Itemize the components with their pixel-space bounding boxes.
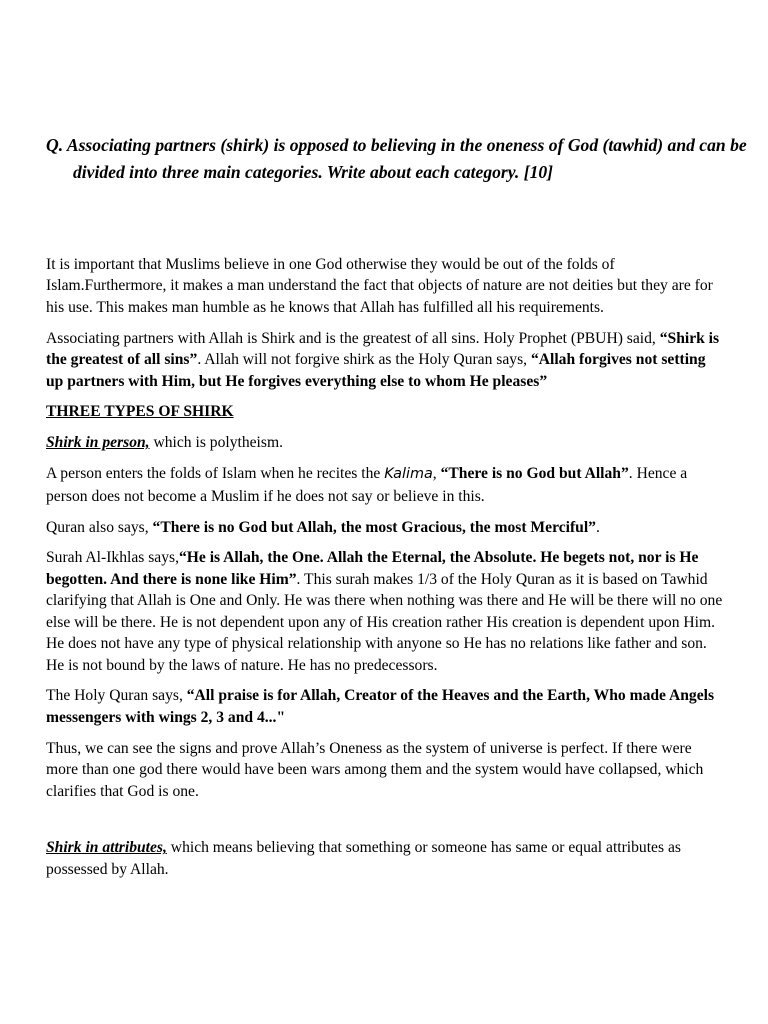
- surah-ikhlas-explanation: . This surah makes 1/3 of the Holy Quran as it is based on Tawhid clarifying that Allah is One and Only. He was there when nothing was there and He will be there will no one else will be there. He is not dependent upon any of His creation rather His creation is dependent upon Him. He does not have any type of physical relationship with anyone so He has no relations like father and son. He is not bound by the laws of nature. He has no predecessors.: [46, 570, 723, 674]
- kalima-comma: ,: [432, 465, 441, 483]
- quran-says-paragraph: [46, 517, 726, 538]
- shirk-definition-paragraph: [46, 328, 726, 392]
- surah-ikhlas-quote: “He is Allah, the One. Allah the Eternal, the Absolute. He begets not, nor is He begotten. And there is none like Him”: [46, 549, 699, 588]
- three-types-heading: THREE TYPES OF SHIRK: [46, 403, 234, 421]
- quran-says-end: .: [595, 518, 600, 536]
- section-spacer: [46, 811, 726, 837]
- quran-says-text: Quran also says,: [46, 518, 153, 536]
- holy-quran-intro: The Holy Quran says,: [46, 687, 187, 705]
- shirk-in-attributes-description: which means believing that something or someone has same or equal attributes as possessed by Allah.: [46, 839, 681, 878]
- kalima-quote: “There is no God but Allah”: [440, 465, 629, 483]
- question-text: Q. Associating partners (shirk) is opposed to believing in the oneness of God (tawhid) and can be divided into three main categories. Write about each category. [10]: [46, 135, 747, 182]
- kalima-text-start: A person enters the folds of Islam when he recites the: [46, 465, 385, 483]
- quran-says-quote: “There is no God but Allah, the most Gracious, the most Merciful”: [152, 518, 596, 536]
- kalima-text-end: . Hence a person does not become a Muslim if he does not say or believe in this.: [46, 465, 688, 505]
- conclusion-paragraph: Thus, we can see the signs and prove Allah’s Oneness as the system of universe is perfect. If there were more than one god there would have been wars among them and the system would have collapsed, which clarifies that God is one.: [46, 739, 704, 800]
- holy-quran-quote: “All praise is for Allah, Creator of the Heaves and the Earth, Who made Angels messengers with wings 2, 3 and 4...": [46, 687, 715, 726]
- shirk-in-person-title: Shirk in person,: [46, 434, 150, 452]
- kalima-term: Kalima: [384, 466, 433, 483]
- surah-ikhlas-intro: Surah Al-Ikhlas says,: [46, 549, 179, 567]
- document-body: [46, 254, 726, 890]
- shirk-forgiveness-text: . Allah will not forgive shirk as the Holy Quran says,: [197, 351, 531, 369]
- shirk-in-person-description: which is polytheism.: [149, 434, 283, 452]
- shirk-definition-text: Associating partners with Allah is Shirk and is the greatest of all sins. Holy Prophet (PBUH) said,: [46, 329, 660, 347]
- shirk-in-person-paragraph: [46, 432, 726, 453]
- surah-ikhlas-paragraph: [46, 547, 726, 675]
- section-heading-paragraph: [46, 401, 726, 422]
- kalima-paragraph: [46, 463, 726, 507]
- intro-paragraph: It is important that Muslims believe in one God otherwise they would be out of the folds of Islam.Furthermore, it makes a man understand the fact that objects of nature are not deities but they are for his use. This makes man humble as he knows that Allah has fulfilled all his requirements.: [46, 256, 713, 316]
- shirk-in-attributes-title: Shirk in attributes,: [46, 839, 167, 857]
- shirk-in-attributes-paragraph: [46, 837, 726, 880]
- hadith-quote: “Shirk is the greatest of all sins”: [46, 329, 720, 369]
- quran-forgiveness-quote: “Allah forgives not setting up partners with Him, but He forgives everything else to whom He pleases”: [46, 351, 706, 390]
- holy-quran-paragraph: [46, 685, 726, 728]
